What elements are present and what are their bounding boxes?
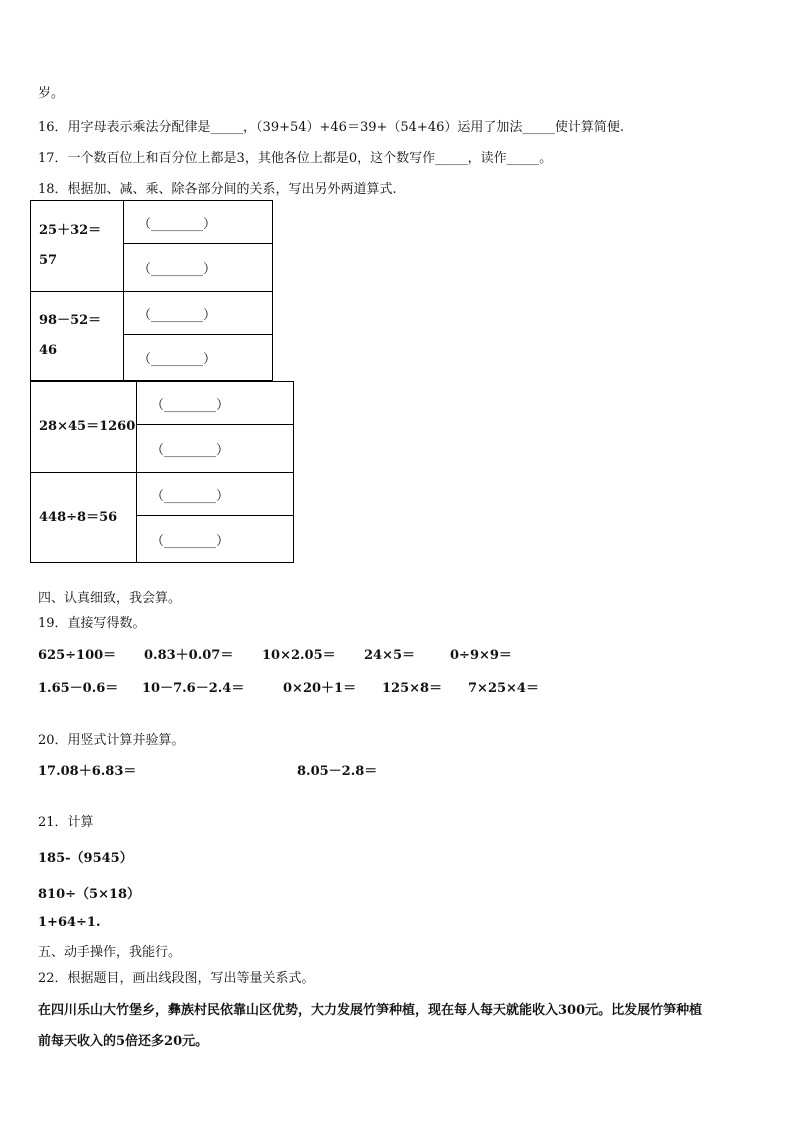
answer-blank[interactable]: （________） (124, 201, 273, 244)
answer-blank[interactable]: （________） (124, 335, 273, 381)
question-22: 22．根据题目，画出线段图，写出等量关系式。 (38, 971, 315, 986)
table-cell-lhs (31, 473, 137, 563)
table-cell-lhs (31, 292, 124, 381)
question-20: 20．用竖式计算并验算。 (38, 733, 185, 748)
equation-result: 57 (39, 253, 58, 268)
table-cell-lhs (31, 382, 137, 473)
q19-expr: 0÷9×9＝ (450, 648, 512, 663)
q19-expr: 24×5＝ (364, 648, 416, 663)
q19-expr: 0.83＋0.07＝ (144, 648, 234, 663)
q19-expr: 10－7.6－2.4＝ (142, 681, 245, 696)
equation-text: 448÷8＝56 (39, 509, 118, 525)
q21-expr: 810÷（5×18） (38, 887, 141, 902)
section-4-heading: 四、认真细致，我会算。 (38, 591, 182, 606)
answer-blank[interactable]: （________） (124, 244, 273, 292)
relation-table-2 (30, 381, 294, 563)
q21-expr: 1+64÷1. (38, 915, 101, 930)
q21-expr: 185-（9545） (38, 851, 133, 866)
equation-text: 25＋32＝ (39, 223, 102, 238)
q19-expr: 7×25×4＝ (468, 681, 539, 696)
question-22-text-2: 前每天收入的5倍还多20元。 (38, 1034, 209, 1049)
q19-expr: 125×8＝ (382, 681, 443, 696)
q19-expr: 625÷100＝ (38, 648, 117, 663)
answer-blank[interactable]: （________） (124, 292, 273, 335)
q20-expr: 8.05－2.8＝ (297, 764, 378, 779)
answer-blank[interactable]: （________） (137, 425, 294, 473)
section-5-heading: 五、动手操作，我能行。 (38, 945, 182, 960)
answer-blank[interactable]: （________） (137, 516, 294, 563)
equation-text: 98－52＝ (39, 313, 102, 328)
q19-expr: 0×20＋1＝ (283, 681, 357, 696)
equation-text: 28×45＝1260 (39, 419, 136, 434)
question-21: 21．计算 (38, 815, 94, 830)
question-18: 18．根据加、减、乘、除各部分间的关系，写出另外两道算式. (38, 182, 397, 197)
q19-expr: 10×2.05＝ (262, 648, 336, 663)
answer-blank[interactable]: （________） (137, 473, 294, 516)
question-22-text-1: 在四川乐山大竹堡乡，彝族村民依靠山区优势，大力发展竹笋种植，现在每人每天就能收入300元。比发展竹笋种植 (38, 1003, 703, 1018)
text-line-age: 岁。 (38, 86, 65, 101)
q20-expr: 17.08＋6.83＝ (38, 764, 137, 779)
equation-result: 46 (39, 343, 58, 358)
answer-blank[interactable]: （________） (137, 382, 294, 425)
table-cell-lhs (31, 201, 124, 292)
relation-table-1 (30, 200, 273, 381)
q19-expr: 1.65－0.6＝ (38, 681, 119, 696)
question-19: 19．直接写得数。 (38, 616, 146, 631)
question-17: 17．一个数百位上和百分位上都是3，其他各位上都是0，这个数写作_____，读作_____。 (38, 151, 553, 166)
question-16: 16．用字母表示乘法分配律是_____，（39+54）+46＝39+（54+46）运用了加法_____使计算简便. (38, 120, 624, 135)
